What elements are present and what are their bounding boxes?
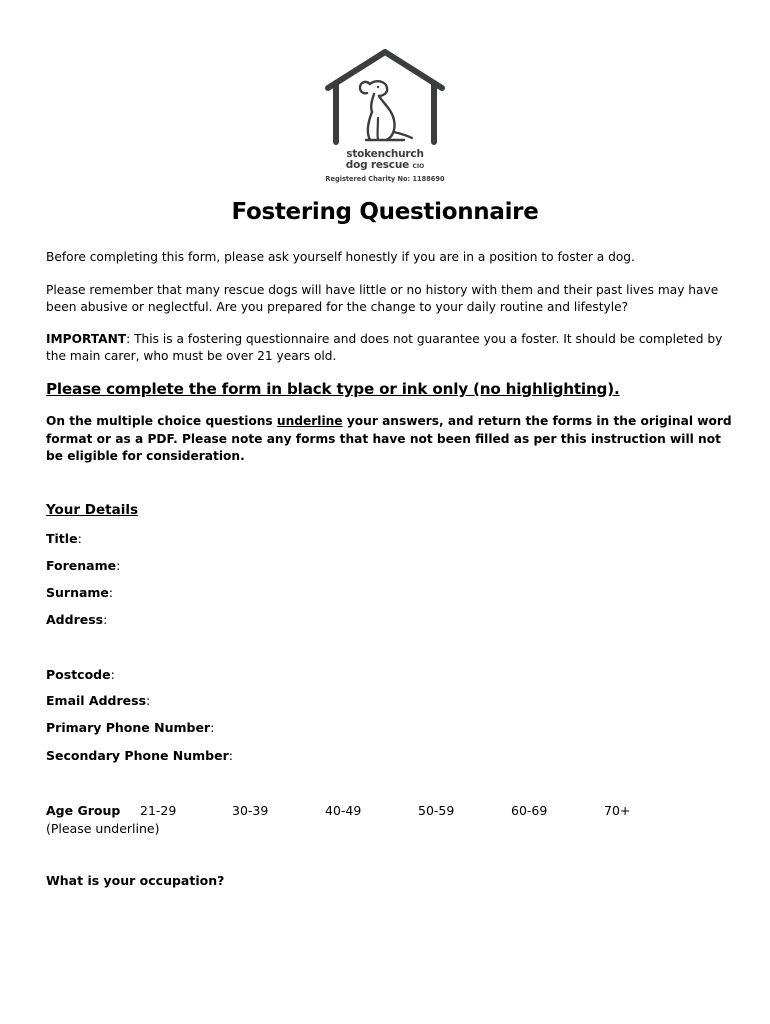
postcode-field[interactable]: Postcode: — [46, 667, 115, 682]
age-option-70-plus[interactable]: 70+ — [604, 803, 631, 818]
intro-paragraph-2: Please remember that many rescue dogs will have little or no history with them and their past lives may have been abusive or neglectful. Are you prepared for the change to your daily routine and lifestyle? — [46, 283, 719, 314]
primary-phone-field[interactable]: Primary Phone Number: — [46, 720, 215, 735]
important-notice — [46, 331, 726, 364]
logo-name-line1: stokenchurch — [346, 148, 424, 160]
secondary-phone-field[interactable]: Secondary Phone Number: — [46, 748, 233, 763]
page-title: Fostering Questionnaire — [231, 199, 539, 225]
intro-paragraph-1: Before completing this form, please ask yourself honestly if you are in a position to foster a dog. — [46, 250, 635, 264]
important-text: : This is a fostering questionnaire and does not guarantee you a foster. It should be completed by the main carer, who must be over 21 years old. — [46, 332, 723, 363]
address-field[interactable]: Address: — [46, 612, 108, 627]
underline-word: underline — [276, 414, 343, 428]
logo-cio: CIO — [412, 163, 425, 170]
age-option-60-69[interactable]: 60-69 — [511, 803, 548, 818]
ink-instruction-heading: Please complete the form in black type or ink only (no highlighting). — [46, 380, 620, 398]
your-details-heading: Your Details — [46, 502, 138, 518]
multiple-choice-instruction: On the multiple choice questions underline your answers, and return the forms in the original word format or as a PDF. Please note any forms that have not been filled as per this instruction will not be eligible for consideration. — [46, 414, 732, 463]
age-option-21-29[interactable]: 21-29 — [140, 803, 177, 818]
surname-field[interactable]: Surname: — [46, 585, 114, 600]
occupation-question[interactable]: What is your occupation? — [46, 873, 225, 888]
age-group-note: (Please underline) — [46, 821, 160, 836]
logo-charity-number: Registered Charity No: 1188690 — [325, 175, 445, 183]
forename-field[interactable]: Forename: — [46, 558, 121, 573]
dog-in-house-icon — [320, 46, 450, 148]
logo-name-line2: dog rescue CIO — [345, 159, 425, 171]
age-option-50-59[interactable]: 50-59 — [418, 803, 455, 818]
age-option-30-39[interactable]: 30-39 — [232, 803, 269, 818]
logo — [320, 46, 450, 188]
email-address-field[interactable]: Email Address: — [46, 693, 151, 708]
title-field[interactable]: Title: — [46, 531, 82, 546]
age-option-40-49[interactable]: 40-49 — [325, 803, 362, 818]
important-label: IMPORTANT — [46, 332, 127, 346]
age-group-label: Age Group — [46, 803, 121, 818]
